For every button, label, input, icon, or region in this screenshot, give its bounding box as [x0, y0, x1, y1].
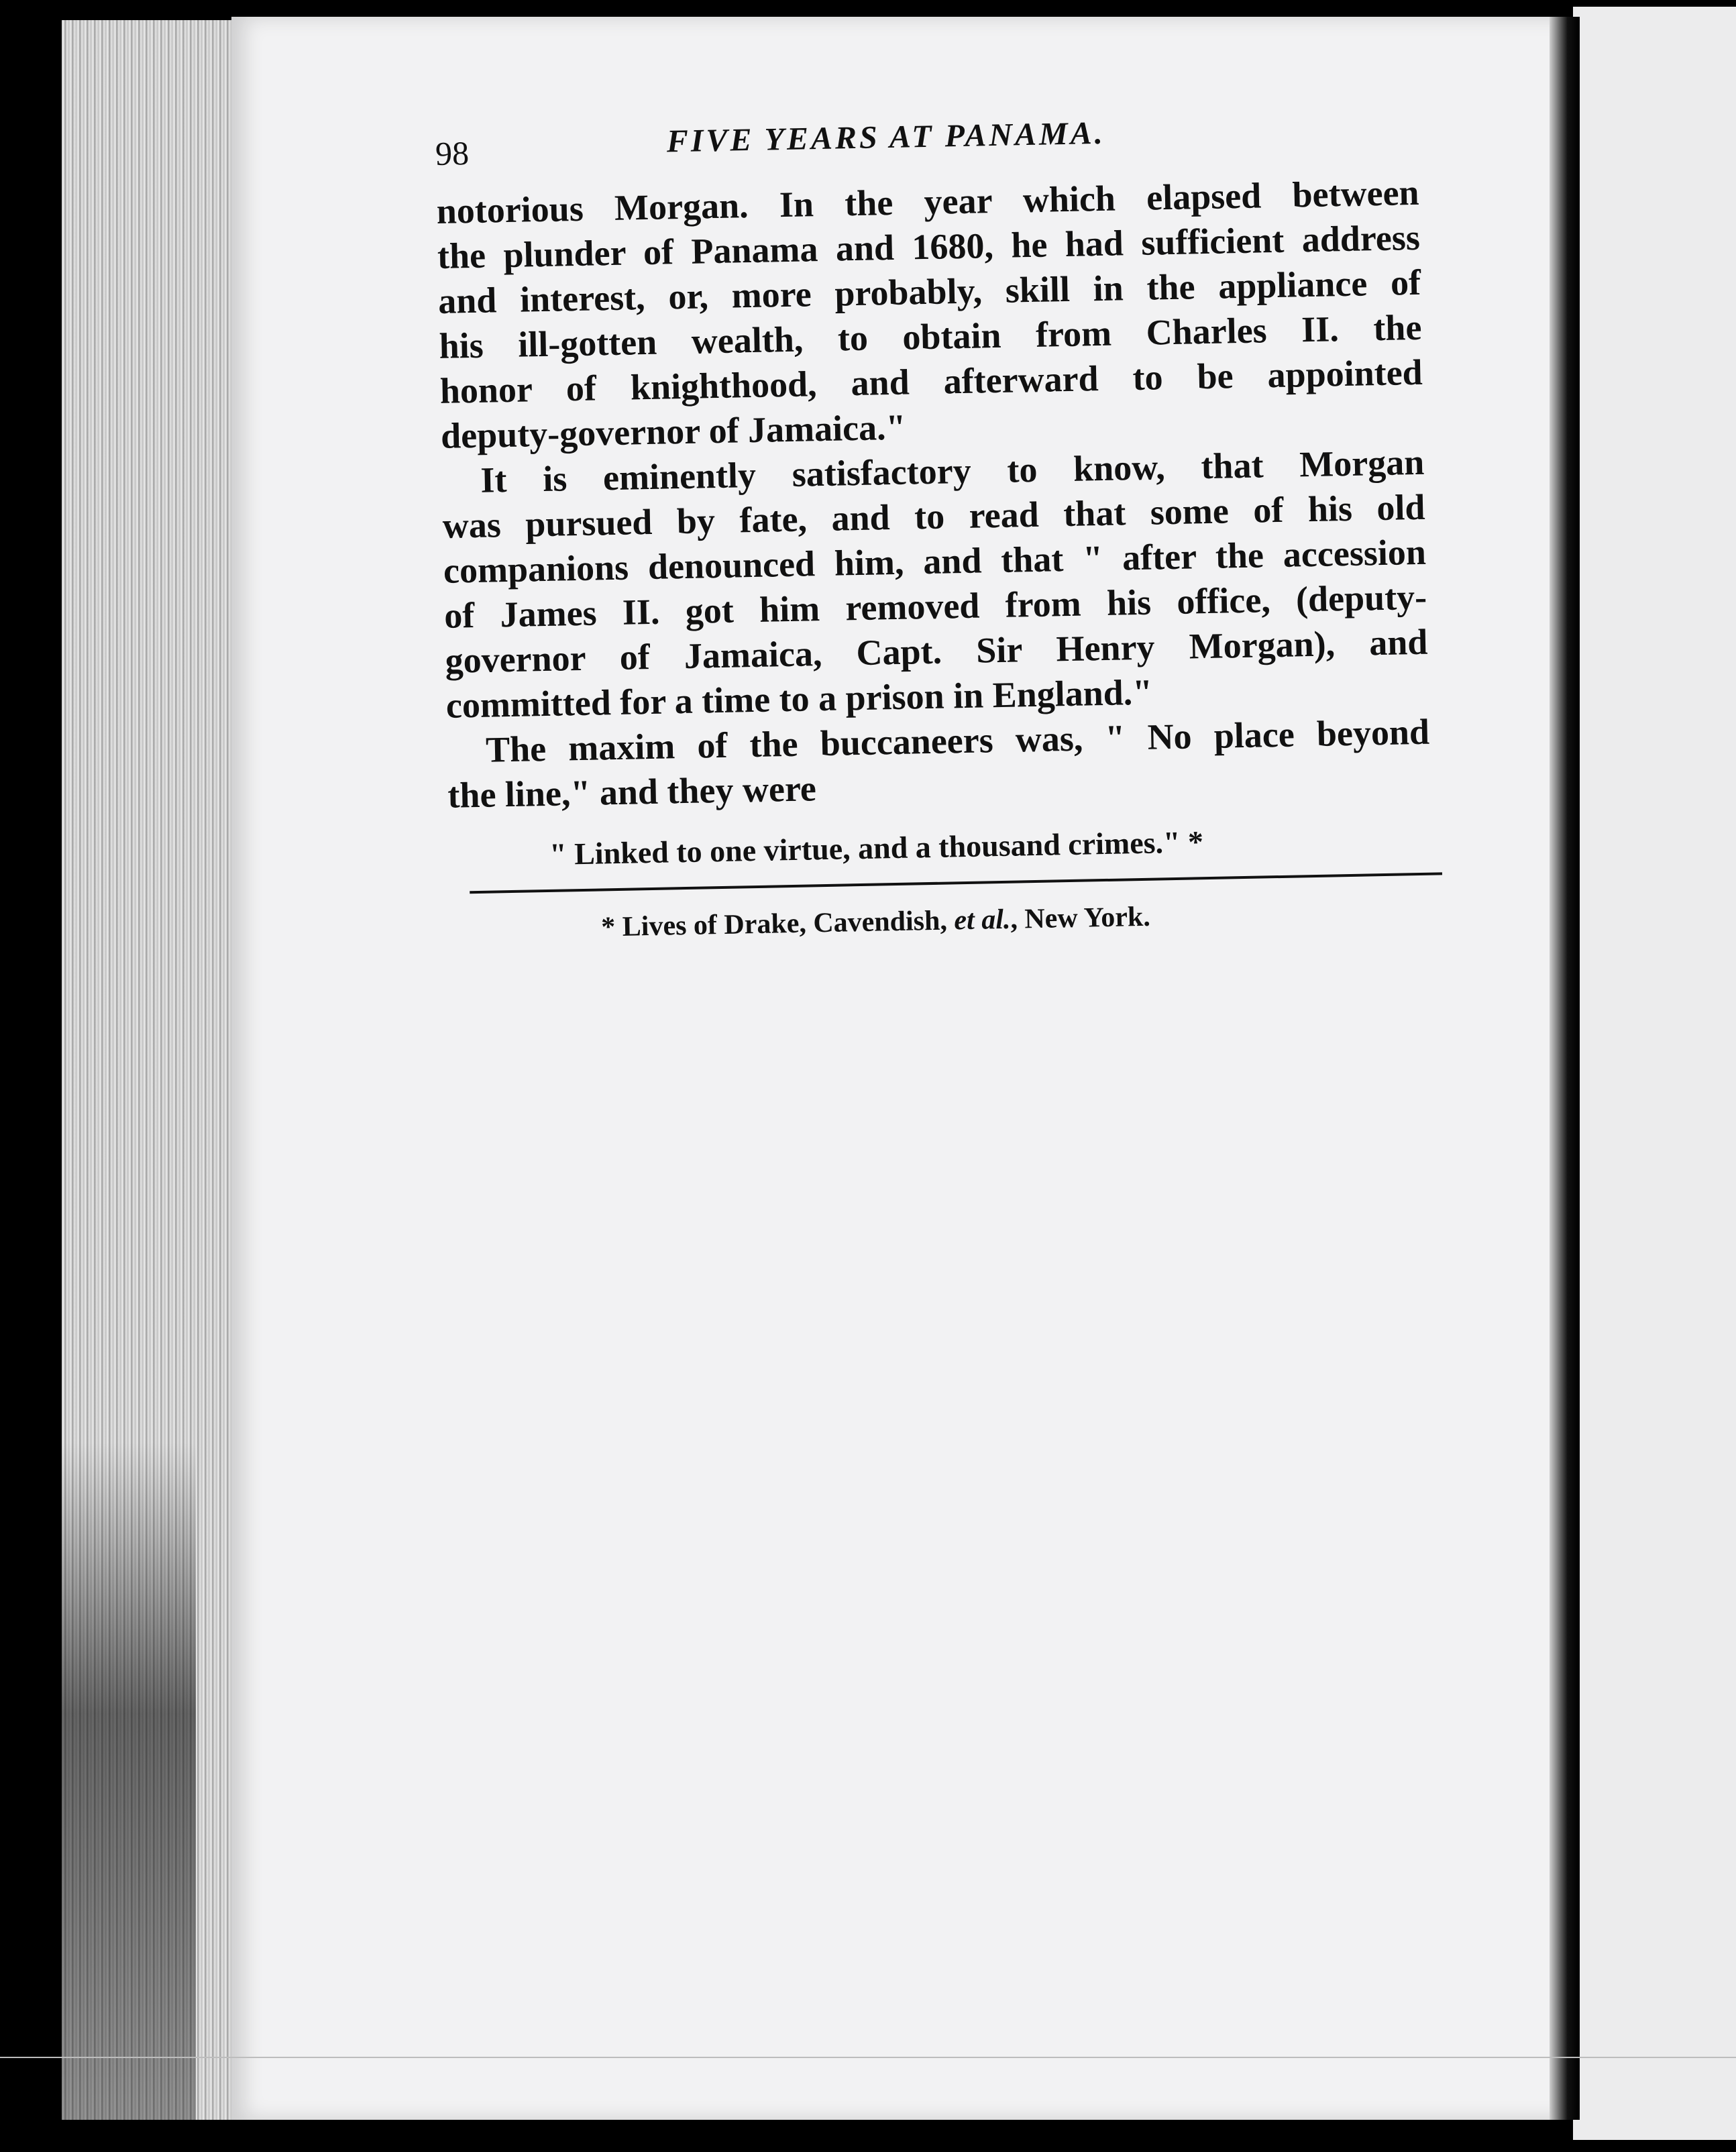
page-content	[435, 97, 1444, 947]
paragraph-2	[441, 439, 1439, 728]
text-line: deputy-governor of Jamaica."	[440, 407, 907, 456]
text-line: the line," and they were	[447, 768, 817, 816]
text-line: of James II. got him removed from his office, (deputy-	[443, 576, 1427, 636]
footnote-marker: *	[600, 912, 616, 943]
text-line: and interest, or, more probably, skill in the appliance of	[437, 262, 1421, 321]
footnote-text-end: , New York.	[1010, 901, 1151, 935]
scan-artifact-line	[0, 2057, 1736, 2058]
verse-quote: " Linked to one virtue, and a thousand crimes." *	[549, 824, 1204, 871]
text-line: honor of knighthood, and afterward to be appointed	[439, 352, 1423, 411]
text-line: committed for a time to a prison in England."	[445, 671, 1153, 726]
paragraph-1	[436, 170, 1433, 459]
text-line: his ill-gotten wealth, to obtain from Charles II. the	[439, 307, 1422, 366]
footnote-text: Lives of Drake, Cavendish,	[622, 905, 948, 943]
text-line: governor of Jamaica, Capt. Sir Henry Morgan), and	[445, 621, 1428, 681]
page-edges-shadow	[62, 1442, 196, 2120]
text-line: It is eminently satisfactory to know, that Morgan	[480, 441, 1425, 500]
text-line: companions denounced him, and that " after the accession	[443, 531, 1427, 591]
book-gutter	[1550, 17, 1580, 2120]
facing-page	[1573, 7, 1736, 2140]
footnote-italic: et al.	[953, 904, 1011, 936]
paragraph-3	[447, 709, 1441, 818]
running-title: FIVE YEARS AT PANAMA.	[666, 115, 1106, 160]
footnote-rule	[470, 872, 1442, 894]
page-number: 98	[435, 134, 470, 172]
text-line: the plunder of Panama and 1680, he had sufficient address	[437, 217, 1421, 276]
text-line: was pursued by fate, and to read that some of his old	[442, 486, 1426, 546]
text-line: The maxim of the buccaneers was, " No place beyond	[485, 711, 1430, 770]
text-line: notorious Morgan. In the year which elapsed between	[436, 172, 1420, 231]
